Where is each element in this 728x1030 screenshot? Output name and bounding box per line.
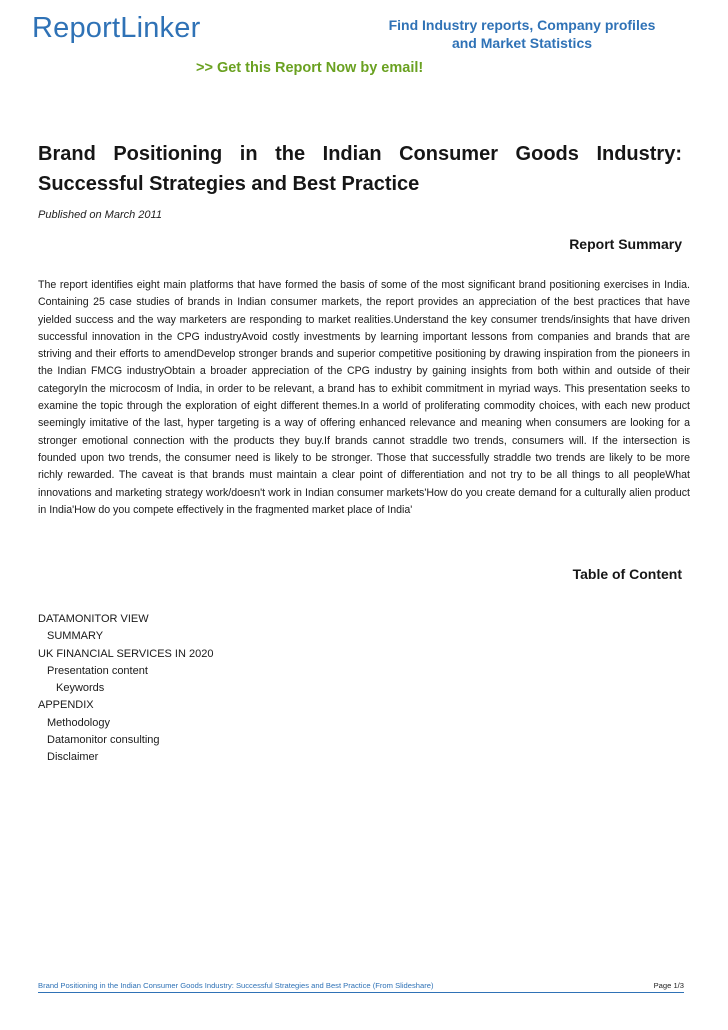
reportlinker-logo[interactable]: ReportLinker (32, 12, 201, 44)
report-title: Brand Positioning in the Indian Consumer Goods Industry: Successful Strategies and Best Practice (38, 143, 682, 195)
toc-item: Datamonitor consulting (47, 734, 160, 747)
tagline-line-1: Find Industry reports, Company profiles (388, 17, 656, 33)
report-summary-text: The report identifies eight main platforms that have formed the basis of some of the most significant brand positioning exercises in India. Containing 25 case studies of brands in Indian consumer markets, the report provides an appreciation of the best practices that have yielded success and the way marketers are responding to market realities.Understand the key consumer trends/insights that have driven successful innovation in the CPG industryAvoid costly investments by learning important lessons from companies and brands that are striving and their efforts to amendDevelop stronger brands and superior competitive positioning by drawing inspiration from the pioneers in the Indian FMCG industryObtain a broader appreciation of the CPG industry by gaining insights from both within and outside of their categoryIn the microcosm of India, in order to be relevant, a brand has to exhibit commitment in myriad ways. This presentation seeks to examine the topic through the exploration of eight different themes.In a world of proliferating commodity choices, with each new product seemingly imitative of the last, hyper targeting is a way of offering enhanced relevance and meaning when consumers are looking for a stronger emotional connection with the products they buy.If brands cannot straddle two trends, consumers will. If the intersection is founded upon two trends, the consumer need is likely to be stronger. Those that successfully straddle two trends are likely to be more richly rewarded. The caveat is that brands must maintain a clear point of differentiation and not try to be all things to all peopleWhat innovations and marketing strategy work/doesn't work in Indian consumer markets'How do you create demand for a culturally alien product in India'How do you compete effectively in the fragmented market place of India' (38, 279, 690, 516)
page-number: Page 1/3 (653, 981, 684, 990)
header-tagline (372, 16, 672, 52)
table-of-content-heading: Table of Content (572, 566, 682, 582)
report-summary-heading: Report Summary (569, 236, 682, 252)
toc-item: UK FINANCIAL SERVICES IN 2020 (38, 647, 214, 660)
toc-item: Keywords (56, 682, 105, 695)
toc-item: SUMMARY (47, 630, 104, 643)
toc-item: Presentation content (47, 664, 148, 677)
footer-divider (38, 992, 684, 993)
toc-item: Methodology (47, 716, 110, 729)
tagline-line-2: and Market Statistics (451, 35, 593, 51)
toc-item: DATAMONITOR VIEW (38, 613, 149, 625)
published-date: Published on March 2011 (38, 209, 162, 221)
table-of-content-list (38, 611, 213, 767)
toc-item: APPENDIX (38, 699, 94, 712)
get-report-email-link[interactable]: >> Get this Report Now by email! (196, 60, 424, 76)
toc-item: Disclaimer (47, 751, 99, 764)
footer-source-link[interactable]: Brand Positioning in the Indian Consumer Goods Industry: Successful Strategies and Best Practice (From Slideshare) (38, 981, 434, 990)
